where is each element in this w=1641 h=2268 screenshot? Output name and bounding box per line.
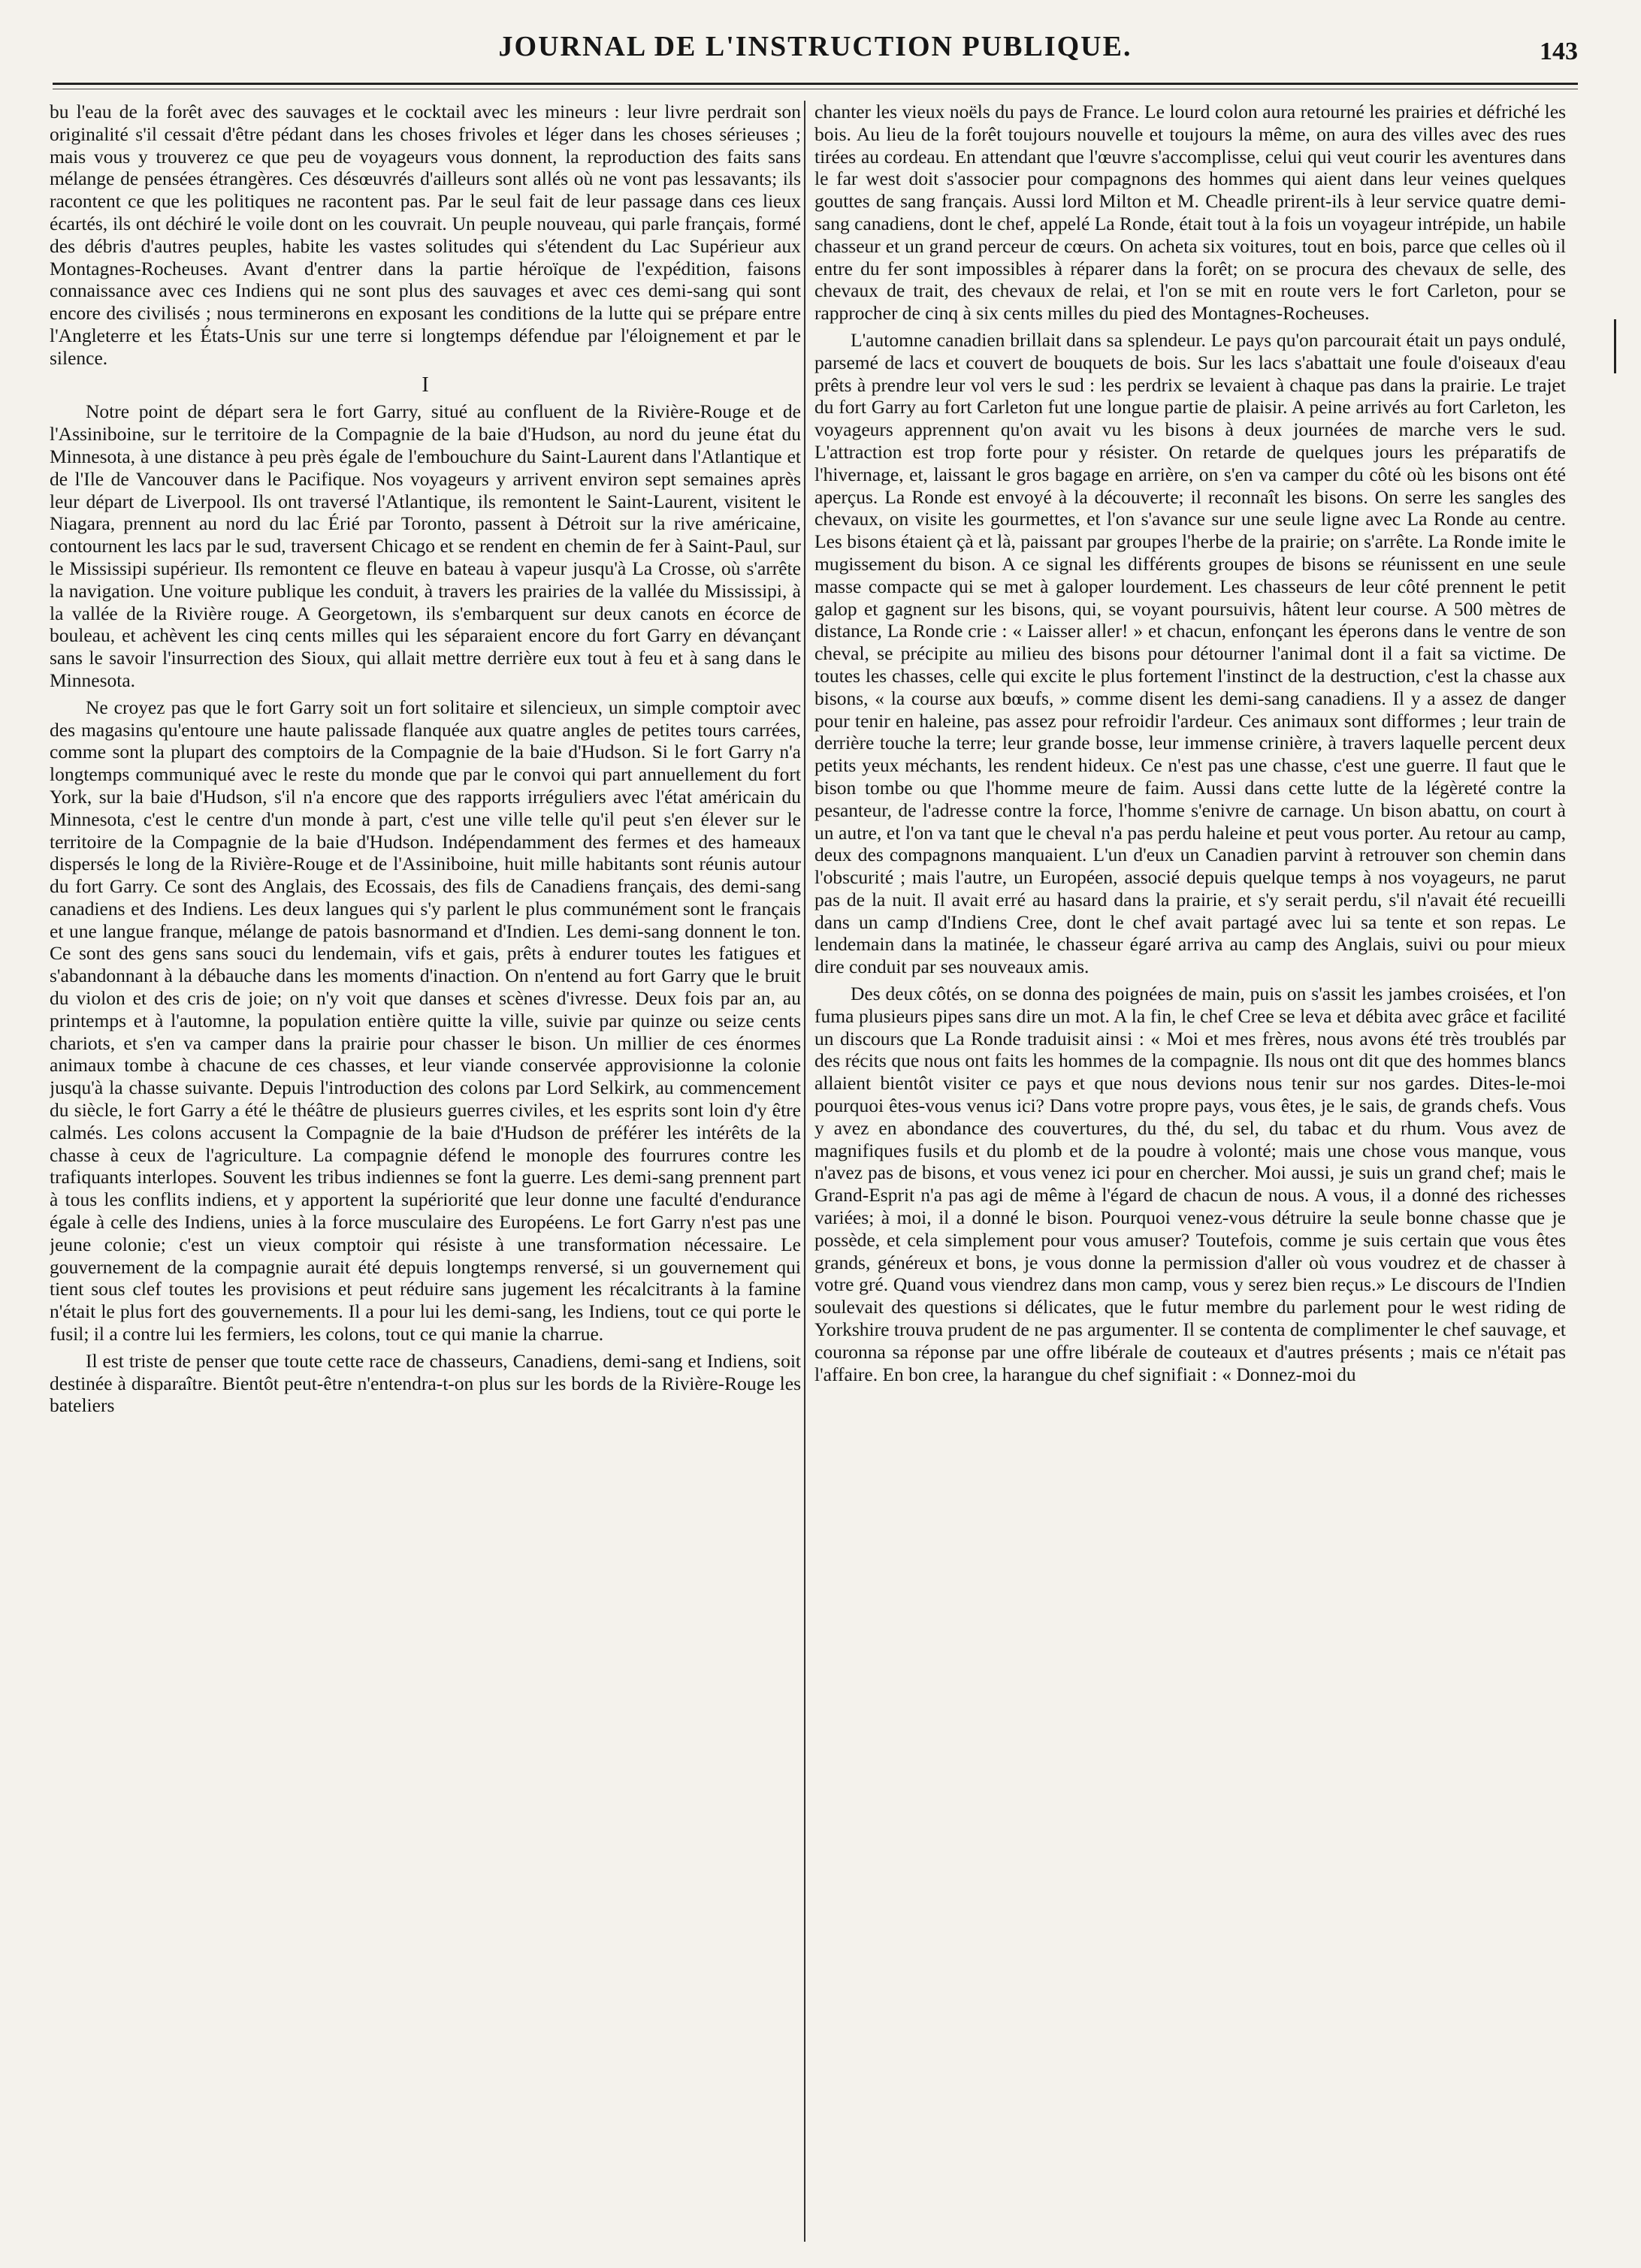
journal-title: JOURNAL DE L'INSTRUCTION PUBLIQUE. <box>498 31 1132 62</box>
margin-mark <box>1614 319 1616 373</box>
left-paragraph-4: Il est triste de penser que toute cette race de chasseurs, Canadiens, demi-sang et Indiens, soit destinée à disparaître. Bientôt peut-être n'entendra-t-on plus sur les bords de la Rivière-Rouge les bateliers <box>50 1349 801 1417</box>
right-paragraph-1: chanter les vieux noëls du pays de France. Le lourd colon aura retourné les prairies et défriché les bois. Au lieu de la forêt toujours nouvelle et toujours la même, on aura des villes avec des rues tirées au cordeau. En attendant que l'œuvre s'accomplisse, celui qui veut courir les aventures dans le far west doit s'associer pour compagnons des hommes qui aient dans leur veines quelques gouttes de sang français. Aussi lord Milton et M. Cheadle prirent-ils à leur service quatre demi-sang canadiens, dont le chef, appelé La Ronde, était tout à la fois un voyageur intrépide, un habile chasseur et un grand perceur de cœurs. On acheta six voitures, tout en bois, parce que celles où il entre du fer sont impossibles à réparer dans la forêt; on se procura des chevaux de selle, des chevaux de trait, des chevaux de relai, et l'on se mit en route vers le fort Carleton, pour se rapprocher de cinq à six cents milles du pied des Montagnes-Rocheuses. <box>814 101 1566 325</box>
column-divider <box>804 101 805 2242</box>
left-paragraph-3: Ne croyez pas que le fort Garry soit un fort solitaire et silencieux, un simple comptoir avec des magasins qu'entoure une haute palissade flanquée aux quatre angles de petites tours carrées, comme sont la plupart des comptoirs de la Compagnie de la baie d'Hudson. Si le fort Garry n'a longtemps communiqué avec le reste du monde que par le convoi qui part annuellement du fort York, sur la baie d'Hudson, s'il n'a encore que des rapports irréguliers avec l'état américain du Minnesota, c'est le centre d'un monde à part, c'est une ville telle qu'il peut s'en élever sur le territoire de la Compagnie de la baie d'Hudson. Indépendamment des fermes et des hameaux dispersés le long de la Rivière-Rouge et de l'Assiniboine, huit mille habitants sont réunis autour du fort Garry. Ce sont des Anglais, des Ecossais, des fils de Canadiens français, des demi-sang canadiens et des Indiens. Les deux langues qui s'y parlent le plus communément sont le français et une langue franque, mélange de patois basnormand et d'Indien. Les demi-sang donnent le ton. Ce sont des gens sans souci du lendemain, vifs et gais, prêts à endurer toutes les fatigues et s'abandonnant à la débauche dans les moments d'inaction. On n'entend au fort Garry que le bruit du violon et des cris de joie; on n'y voit que danses et scènes d'ivresse. Deux fois par an, au printemps et à l'automne, la population entière quitte la ville, suivie par quinze ou seize cents chariots, et s'en va camper dans la prairie pour chasser le bison. Un millier de ces énormes animaux tombe à chacune de ces chasses, et leur viande conservée approvisionne la colonie jusqu'à la chasse suivante. Depuis l'introduction des colons par Lord Selkirk, au commencement du siècle, le fort Garry a été le théâtre de plusieurs guerres civiles, et les esprits sont loin d'y être calmés. Les colons accusent la Compagnie de la baie d'Hudson de préférer les intérêts de la chasse à ceux de l'agriculture. La compagnie défend le monople des fourrures contre les trafiquants interlopes. Souvent les tribus indiennes se font la guerre. Les demi-sang prennent part à tous les conflits indiens, et y apportent la supériorité que leur donne une faculté d'endurance égale à celle des Indiens, unies à la force musculaire des Européens. Le fort Garry n'est pas une jeune colonie; c'est un vieux comptoir qui résiste à une transformation nécessaire. Le gouvernement de la compagnie aurait été depuis longtemps renversé, si un gouvernement qui tient sous clef toutes les provisions et peut réduire sans jugement les récalcitrants à la famine n'était le plus fort des gouvernements. Il a pour lui les demi-sang, les Indiens, tout ce qui porte le fusil; il a contre lui les fermiers, les colons, tout ce qui manie la charrue. <box>50 696 801 1345</box>
left-paragraph-1: bu l'eau de la forêt avec des sauvages et le cocktail avec les mineurs : leur livre perdrait son originalité s'il cessait d'être pédant dans les choses frivoles et léger dans les choses sérieuses ; mais vous y trouverez ce que peu de voyageurs vous donnent, la reproduction des faits sans mélange de pensées étrangères. Ces désœuvrés d'ailleurs sont allés où ne vont pas lessavants; ils racontent ce que les politiques ne racontent pas. Par le seul fait de leur passage dans ces lieux écartés, ils ont déchiré le voile dont on les couvrait. Un peuple nouveau, qui parle français, formé des débris d'autres peuples, habite les vastes solitudes qui s'étendent du Lac Supérieur aux Montagnes-Rocheuses. Avant d'entrer dans la partie héroïque de l'expédition, faisons connaissance avec ces Indiens qui ne sont plus des sauvages et avec ces demi-sang qui sont encore des civilisés ; nous terminerons en exposant les conditions de la lutte qui se prépare entre l'Angleterre et les États-Unis sur une terre si longtemps défendue par l'éloignement et par le silence. <box>50 101 801 369</box>
header-rule-thick <box>53 83 1578 85</box>
right-paragraph-2: L'automne canadien brillait dans sa splendeur. Le pays qu'on parcourait était un pays ondulé, parsemé de lacs et couvert de bouquets de bois. Sur les lacs s'abattait une foule d'oiseaux d'eau prêts à prendre leur vol vers le sud : les perdrix se levaient à chaque pas dans la prairie. Le trajet du fort Garry au fort Carleton fut une longue partie de plaisir. A peine arrivés au fort Carleton, les voyageurs apprennent qu'on avait vu les bisons à deux journées de marche vers le sud. L'attraction est trop forte pour y résister. On retarde de quelques jours les préparatifs de l'hivernage, et, laissant le gros bagage en arrière, on s'en va camper du côté où les bisons ont été aperçus. La Ronde est envoyé à la découverte; il reconnaît les bisons. On serre les sangles des chevaux, on visite les gourmettes, et l'on s'avance sur une seule ligne avec La Ronde au centre. Les bisons étaient çà et là, paissant par groupes l'herbe de la prairie; on s'arrête. La Ronde imite le mugissement du bison. A ce signal les différents groupes de bisons se réunissent en une seule masse compacte qui se met à galoper lourdement. Les chasseurs de leur côté prennent le petit galop et gagnent sur les bisons, qui, se voyant poursuivis, hâtent leur course. A 500 mètres de distance, La Ronde crie : « Laisser aller! » et chacun, enfonçant les éperons dans le ventre de son cheval, se précipite au milieu des bisons pour détourner l'animal dont il a fait sa victime. De toutes les chasses, celle qui excite le plus fortement l'instinct de la destruction, c'est la chasse aux bisons, « la course aux bœufs, » comme disent les demi-sang canadiens. Il y a assez de danger pour tenir en haleine, pas assez pour refroidir l'ardeur. Ces animaux sont difformes ; leur train de derrière touche la terre; leur grande bosse, leur immense crinière, à travers laquelle percent deux petits yeux méchants, les rendent hideux. Ce n'est pas une chasse, c'est une guerre. Il faut que le bison tombe ou que l'homme meure de faim. Aussi dans cette lutte de la légèreté contre la pesanteur, de l'adresse contre la force, l'homme s'enivre de carnage. Un bison abattu, on court à un autre, et l'on va tant que le cheval n'a pas perdu haleine et peut vous porter. Au retour au camp, deux des compagnons manquaient. L'un d'eux un Canadien parvint à retrouver son chemin dans l'obscurité ; mais l'autre, un Européen, associé depuis quelque temps à nos voyageurs, ne parut pas de la nuit. Il avait erré au hasard dans la prairie, et s'y serait perdu, s'il n'avait été recueilli dans un camp d'Indiens Cree, dont le chef avait partagé avec lui sa tente et son repas. Le lendemain dans la matinée, le chasseur égaré arriva au camp des Anglais, suivi ou pour mieux dire conduit par ses nouveaux amis. <box>814 328 1566 978</box>
left-paragraph-2: Notre point de départ sera le fort Garry, situé au confluent de la Rivière-Rouge et de l'Assiniboine, sur le territoire de la Compagnie de la baie d'Hudson, au nord du jeune état du Minnesota, à une distance à peu près égale de l'embouchure du Saint-Laurent dans l'Atlantique et de l'Ile de Vancouver dans le Pacifique. Nos voyageurs y arrivent environ sept semaines après leur départ de Liverpool. Ils ont traversé l'Atlantique, ils remontent le Saint-Laurent, visitent le Niagara, prennent au nord du lac Érié par Toronto, passent à Détroit sur la rive américaine, contournent les lacs par le sud, traversent Chicago et se rendent en chemin de fer à Saint-Paul, sur le Mississipi supérieur. Ils remontent ce fleuve en bateau à vapeur jusqu'à La Crosse, où s'arrête la navigation. Une voiture publique les conduit, à travers les prairies de la vallée du Mississipi, à la vallée de la Rivière rouge. A Georgetown, ils s'embarquent sur deux canots en écorce de bouleau, et achèvent les cinq cents milles qui les séparaient encore du fort Garry en dévançant sans le savoir l'insurrection des Sioux, qui allait mettre derrière eux tout à feu et à sang dans le Minnesota. <box>50 400 801 691</box>
right-column <box>814 101 1566 2257</box>
right-paragraph-3: Des deux côtés, on se donna des poignées de main, puis on s'assit les jambes croisées, et l'on fuma plusieurs pipes sans dire un mot. A la fin, le chef Cree se leva et débita avec grâce et facilité un discours que La Ronde traduisit ainsi : « Moi et mes frères, nous avons été très troublés par des récits que nous ont faits les hommes de la compagnie. Ils nous ont dit que des hommes blancs allaient bientôt visiter ce pays et que nous devions nous tenir sur nos gardes. Dites-le-moi pourquoi êtes-vous venus ici? Dans votre propre pays, vous êtes, je le sais, de grands chefs. Vous y avez en abondance des couvertures, du thé, du sel, du tabac et du rhum. Vous avez de magnifiques fusils et du plomb et de la poudre à volonté; mais une chose vous manque, vous n'avez pas de bisons, et vous venez ici pour en chercher. Moi aussi, je suis un grand chef; mais le Grand-Esprit n'a pas agi de même à l'égard de chacun de nous. A vous, il a donné des richesses variées; à moi, il a donné le bison. Pourquoi venez-vous détruire la seule bonne chasse que je possède, et cela simplement pour vous amuser? Toutefois, comme je suis certain que vous êtes grands, généreux et bons, je vous donne la permission d'aller où vous voudrez et de chasser à votre gré. Quand vous viendrez dans mon camp, vous y serez bien reçus.» Le discours de l'Indien soulevait des questions si délicates, que le futur membre du parlement pour le west riding de Yorkshire trouva prudent de ne pas argumenter. Il se contenta de complimenter le chef sauvage, et couronna sa réponse par une offre libérale de couteaux et d'autres présents ; mais ce n'était pas l'affaire. En bon cree, la harangue du chef signifiait : « Donnez-moi du <box>814 983 1566 1385</box>
left-column <box>50 101 801 2257</box>
page-number: 143 <box>1540 38 1578 65</box>
section-number: I <box>422 373 429 397</box>
page-header <box>53 27 1578 80</box>
